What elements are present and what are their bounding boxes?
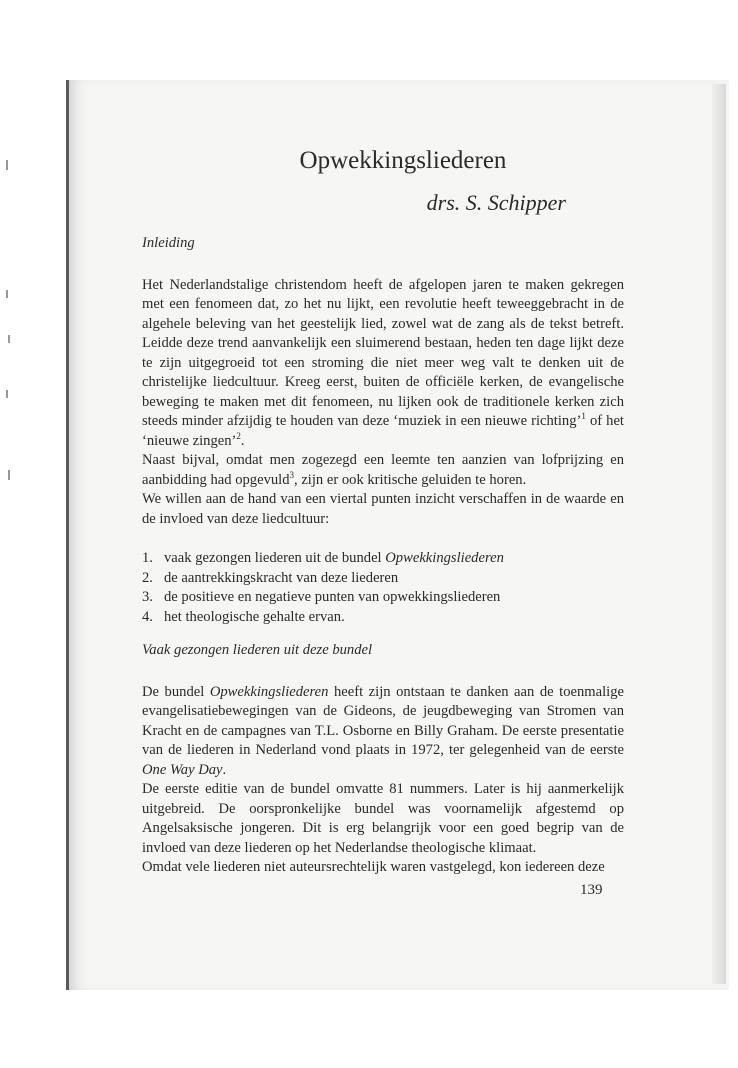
paragraph-bijval: Naast bijval, omdat men zogezegd een leemte ten aanzien van lofprijzing en aanbidding had opgevuld$^3$, zijn er ook kritische geluiden te horen. <box>142 452 624 488</box>
list-item: 4. het theologische gehalte ervan. <box>142 608 345 625</box>
paragraph-viertal: We willen aan de hand van een viertal punten inzicht verschaffen in de waarde en de invloed van deze liedcultuur: <box>142 491 624 527</box>
page-edge <box>712 84 726 984</box>
paragraph-auteursrecht: Omdat vele liederen niet auteursrechtelijk waren vastgelegd, kon iedereen deze <box>142 859 605 875</box>
list-item: 1. vaak gezongen liederen uit de bundel Opwekkingsliederen <box>142 550 504 566</box>
article-author: drs. S. Schipper <box>426 190 566 215</box>
paragraph-bundel: De bundel Opwekkingsliederen heeft zijn ontstaan te danken aan de toenmalige evangelisatiebewegingen van de Gideons, de jeugdbeweging van Stromen van Kracht en de campagnes van T.L. Osborne en Billy Graham. De eerste presentatie van de liederen in Nederland vond plaats in 1972, ter gelegenheid van de eerste One Way Day. <box>142 683 624 778</box>
paragraph-editie: De eerste editie van de bundel omvatte 81 nummers. Later is hij aanmerkelijk uitgebreid. De oorspronkelijke bundel was voornamelijk afgestemd op Angelsaksische jongeren. Dit is erg belangrijk voor een goed begrip van de invloed van deze liederen op het Nederlandse theologische klimaat. <box>142 781 624 856</box>
section-heading-inleiding: Inleiding <box>142 235 195 251</box>
article <box>142 146 624 878</box>
footnote-ref-2[interactable]: 2 <box>236 430 241 441</box>
section-heading-vaak-gezongen: Vaak gezongen liederen uit deze bundel <box>142 642 373 658</box>
list-item: 3. de positieve en negatieve punten van opwekkingsliederen <box>142 589 501 605</box>
footnote-ref-1[interactable]: 1 <box>581 411 586 422</box>
footnote-ref-3[interactable]: 3 <box>289 469 295 480</box>
paragraph-intro: Het Nederlandstalige christendom heeft de afgelopen jaren te maken gekregen met een fenomeen dat, zo het nu lijkt, een revolutie heeft teweeggebracht in de algehele beleving van het geestelijk lied, zowel wat de zang als de tekst betreft. Leidde deze trend aanvankelijk een sluimerend bestaan, heden ten dage lijkt deze te zijn uitgegroeid tot een stroming die niet meer weg valt te denken uit de christelijke liedcultuur. Kreeg eerst, buiten de officiële kerken, de evangelische beweging te maken met dit fenomeen, nu lijken ook de traditionele kerken zich steeds minder afzijdig te houden van deze ‘muziek in een nieuwe richting’$^1$ of het ‘nieuwe zingen’$^2$. <box>142 276 624 449</box>
article-title: Opwekkingsliederen <box>299 147 507 174</box>
points-list <box>142 549 624 627</box>
page-number: 139 <box>580 882 603 898</box>
list-item: 2. de aantrekkingskracht van deze liederen <box>142 569 399 586</box>
